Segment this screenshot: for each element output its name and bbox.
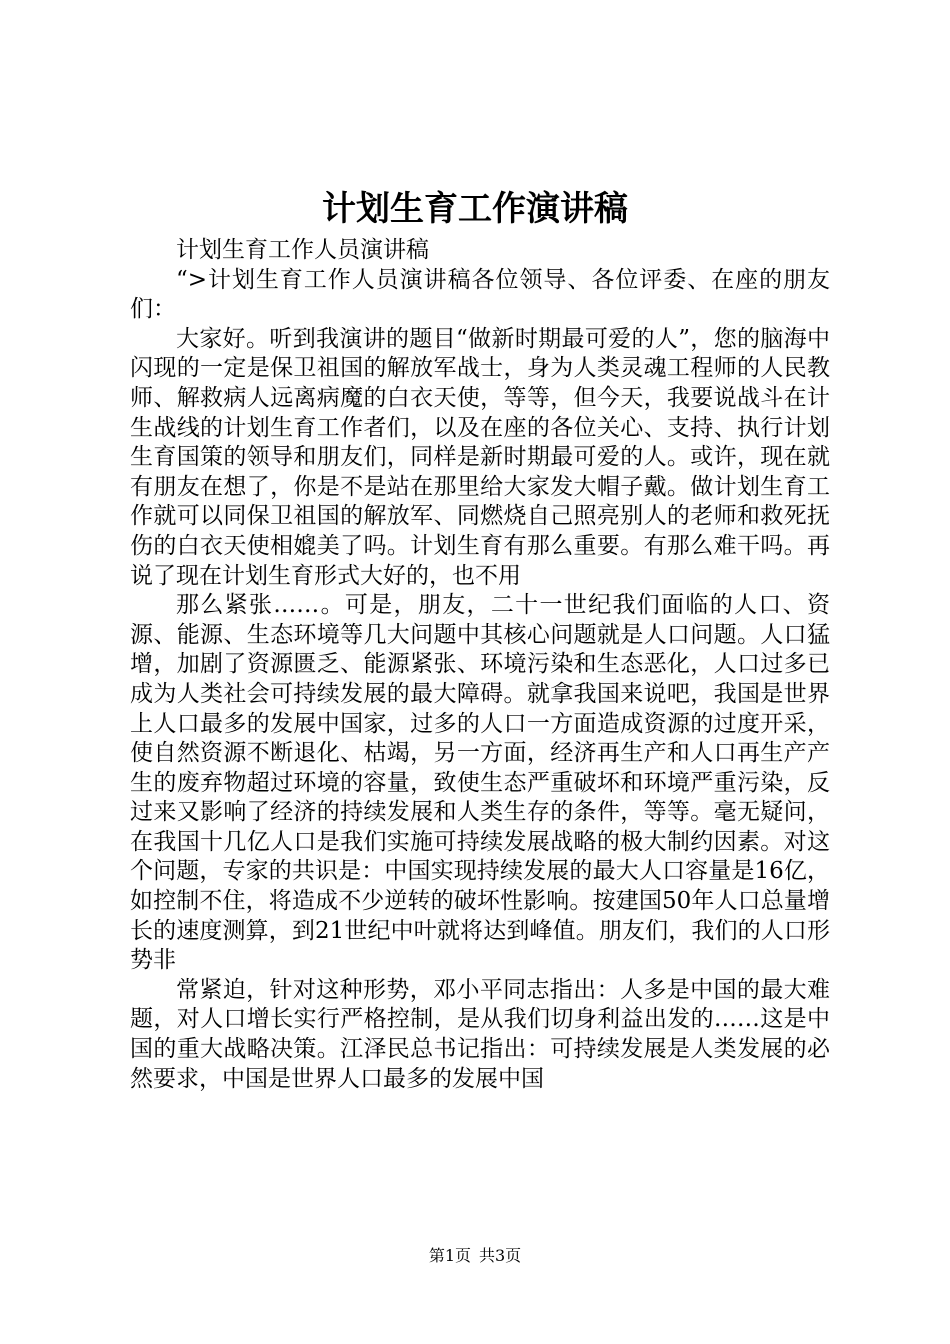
document-body	[130, 236, 830, 1094]
paragraph-body: 那么紧张……。可是，朋友，二十一世纪我们面临的人口、资源、能源、生态环境等几大问题中其核心问题就是人口问题。人口猛增，加剧了资源匮乏、能源紧张、环境污染和生态恶化，人口过多已成为人类社会可持续发展的最大障碍。就拿我国来说吧，我国是世界上人口最多的发展中国家，过多的人口一方面造成资源的过度开采，使自然资源不断退化、枯竭，另一方面，经济再生产和人口再生产产生的废弃物超过环境的容量，致使生态严重破坏和环境严重污染，反过来又影响了经济的持续发展和人类生存的条件，等等。毫无疑问，在我国十几亿人口是我们实施可持续发展战略的极大制约因素。对这个问题，专家的共识是：中国实现持续发展的最大人口容量是16亿，如控制不住，将造成不少逆转的破坏性影响。按建国50年人口总量增长的速度测算，到21世纪中叶就将达到峰值。朋友们，我们的人口形势非	[130, 592, 830, 974]
paragraph-body: 大家好。听到我演讲的题目“做新时期最可爱的人”，您的脑海中闪现的一定是保卫祖国的解放军战士，身为人类灵魂工程师的人民教师、解救病人远离病魔的白衣天使，等等，但今天，我要说战斗在计生战线的计划生育工作者们，以及在座的各位关心、支持、执行计划生育国策的领导和朋友们，同样是新时期最可爱的人。或许，现在就有朋友在想了，你是不是站在那里给大家发大帽子戴。做计划生育工作就可以同保卫祖国的解放军、同燃烧自己照亮别人的老师和救死抚伤的白衣天使相媲美了吗。计划生育有那么重要。有那么难干吗。再说了现在计划生育形式大好的，也不用	[130, 325, 830, 589]
paragraph-subtitle: 计划生育工作人员演讲稿	[176, 237, 429, 263]
page-footer	[0, 1245, 950, 1267]
paragraph-greeting: “>计划生育工作人员演讲稿各位领导、各位评委、在座的朋友们：	[130, 266, 830, 323]
document-title: 计划生育工作演讲稿	[322, 189, 628, 229]
page-total: 共3页	[479, 1246, 522, 1265]
paragraph-body: 常紧迫，针对这种形势，邓小平同志指出：人多是中国的最大难题，对人口增长实行严格控制，是从我们切身利益出发的……这是中国的重大战略决策。江泽民总书记指出：可持续发展是人类发展的必然要求，中国是世界人口最多的发展中国	[130, 976, 830, 1092]
page-number: 第1页	[428, 1246, 471, 1265]
